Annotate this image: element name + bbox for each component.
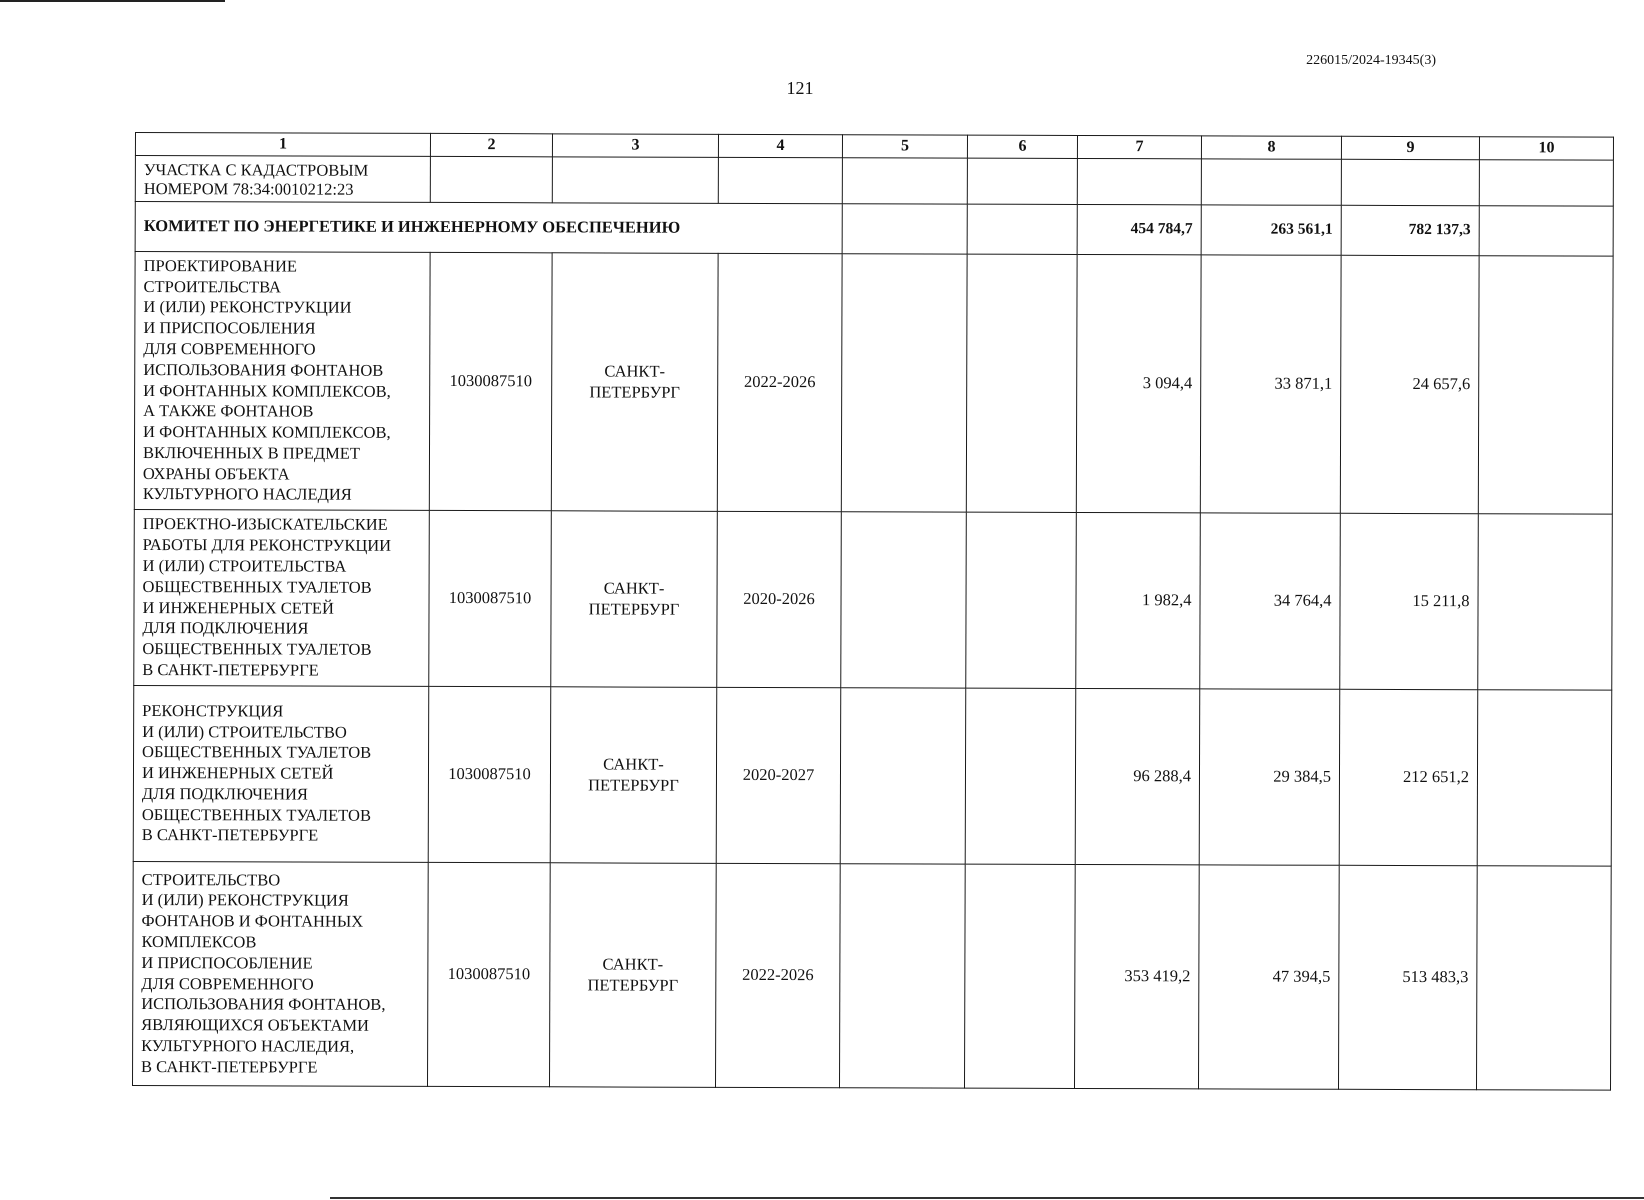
column-header-4: 4 <box>718 134 842 157</box>
empty-cell <box>1476 866 1611 1090</box>
empty-cell <box>842 158 967 204</box>
document-number: 226015/2024-19345(3) <box>1306 53 1436 68</box>
value-col7: 353 419,2 <box>1074 864 1199 1088</box>
empty-cell <box>841 512 967 688</box>
object-name <box>133 685 429 862</box>
empty-cell <box>840 864 966 1088</box>
value-col7: 1 982,4 <box>1076 512 1201 688</box>
empty-cell <box>1479 206 1613 256</box>
scan-edge-top <box>0 0 225 2</box>
empty-cell <box>1077 158 1201 204</box>
name-line: ДЛЯ СОВРЕМЕННОГО <box>143 338 316 359</box>
column-header-9: 9 <box>1341 136 1479 159</box>
location: САНКТ-ПЕТЕРБУРГ <box>551 253 718 512</box>
empty-cell <box>967 158 1077 204</box>
empty-cell <box>1341 159 1479 205</box>
value-col8: 34 764,4 <box>1200 513 1341 689</box>
name-line: ОБЩЕСТВЕННЫХ ТУАЛЕТОВ <box>142 639 372 659</box>
empty-cell <box>965 688 1076 864</box>
name-line: ЯВЛЯЮЩИХСЯ ОБЪЕКТАМИ <box>141 1015 370 1035</box>
value-col7: 3 094,4 <box>1076 254 1201 512</box>
budget-code: 1030087510 <box>429 510 552 686</box>
section-total-col9: 782 137,3 <box>1341 205 1479 255</box>
name-line: И (ИЛИ) СТРОИТЕЛЬСТВА <box>142 555 347 576</box>
name-line: И ИНЖЕНЕРНЫХ СЕТЕЙ <box>141 763 334 783</box>
empty-cell <box>1477 690 1612 866</box>
budget-code: 1030087510 <box>428 686 551 862</box>
empty-cell <box>967 204 1077 254</box>
location: САНКТ-ПЕТЕРБУРГ <box>550 863 717 1088</box>
name-line: И ИНЖЕНЕРНЫХ СЕТЕЙ <box>142 597 334 618</box>
empty-cell <box>840 688 966 864</box>
section-row <box>135 202 1613 257</box>
name-line: КУЛЬТУРНОГО НАСЛЕДИЯ <box>142 484 352 505</box>
table-row <box>134 252 1613 515</box>
empty-cell <box>1478 256 1613 514</box>
name-line: СТРОИТЕЛЬСТВО <box>141 869 281 889</box>
value-col9: 513 483,3 <box>1338 865 1477 1089</box>
budget-code: 1030087510 <box>428 862 551 1086</box>
column-header-6: 6 <box>967 135 1077 158</box>
value-col9: 15 211,8 <box>1340 513 1479 689</box>
empty-cell <box>842 204 967 254</box>
location: САНКТ-ПЕТЕРБУРГ <box>550 687 717 864</box>
period: 2022-2026 <box>717 253 842 511</box>
column-header-2: 2 <box>430 133 552 156</box>
location: САНКТ-ПЕТЕРБУРГ <box>551 511 718 688</box>
name-line: А ТАКЖЕ ФОНТАНОВ <box>143 401 314 421</box>
name-line: ОБЩЕСТВЕННЫХ ТУАЛЕТОВ <box>142 576 372 597</box>
name-line: И ПРИСПОСОБЛЕНИЯ <box>143 318 316 338</box>
name-line: И ПРИСПОСОБЛЕНИЕ <box>141 952 313 973</box>
name-line: КОМПЛЕКСОВ <box>141 931 257 952</box>
empty-cell <box>841 254 967 512</box>
empty-cell <box>718 157 842 203</box>
column-header-1: 1 <box>135 133 430 157</box>
name-line: ДЛЯ ПОДКЛЮЧЕНИЯ <box>141 783 308 804</box>
column-header-5: 5 <box>842 135 967 158</box>
name-line: ВКЛЮЧЕННЫХ В ПРЕДМЕТ <box>142 442 361 463</box>
value-col9: 24 657,6 <box>1340 255 1479 513</box>
name-line: И ФОНТАННЫХ КОМПЛЕКСОВ, <box>143 422 391 442</box>
scan-edge-bottom <box>330 1197 1644 1199</box>
column-header-7: 7 <box>1077 135 1201 158</box>
value-col8: 29 384,5 <box>1199 689 1340 865</box>
column-header-8: 8 <box>1201 136 1341 159</box>
continuation-row <box>135 156 1613 207</box>
name-line: ОХРАНЫ ОБЪЕКТА <box>142 463 290 484</box>
name-line: И (ИЛИ) РЕКОНСТРУКЦИЯ <box>141 890 349 910</box>
page-number: 121 <box>786 78 814 98</box>
name-line: РЕКОНСТРУКЦИЯ <box>142 700 284 721</box>
empty-cell <box>1478 514 1613 690</box>
value-col7: 96 288,4 <box>1075 688 1200 864</box>
name-line: РАБОТЫ ДЛЯ РЕКОНСТРУКЦИИ <box>142 535 392 555</box>
name-line: ДЛЯ ПОДКЛЮЧЕНИЯ <box>142 618 309 638</box>
empty-cell <box>1479 160 1613 206</box>
name-line: ФОНТАНОВ И ФОНТАННЫХ <box>141 911 364 931</box>
empty-cell <box>966 512 1077 688</box>
table-row <box>133 685 1612 866</box>
investment-table <box>132 132 1614 1091</box>
value-col8: 47 394,5 <box>1198 865 1339 1089</box>
name-line: В САНКТ-ПЕТЕРБУРГЕ <box>141 825 319 846</box>
name-line: ПРОЕКТНО-ИЗЫСКАТЕЛЬСКИЕ <box>142 514 388 535</box>
continuation-name <box>135 156 430 203</box>
section-total-col8: 263 561,1 <box>1201 205 1341 255</box>
table-row <box>134 509 1613 690</box>
name-line: ИСПОЛЬЗОВАНИЯ ФОНТАНОВ <box>143 359 384 380</box>
value-col9: 212 651,2 <box>1339 689 1478 865</box>
name-line: В САНКТ-ПЕТЕРБУРГЕ <box>142 659 319 680</box>
name-line: И ФОНТАННЫХ КОМПЛЕКСОВ, <box>143 380 391 401</box>
empty-cell <box>965 864 1076 1088</box>
name-line: ОБЩЕСТВЕННЫХ ТУАЛЕТОВ <box>142 742 372 763</box>
name-line: И (ИЛИ) СТРОИТЕЛЬСТВО <box>142 721 347 742</box>
name-line: КУЛЬТУРНОГО НАСЛЕДИЯ, <box>141 1035 355 1056</box>
empty-cell <box>966 254 1077 512</box>
object-name <box>133 861 429 1086</box>
name-line: В САНКТ-ПЕТЕРБУРГЕ <box>141 1056 318 1077</box>
period: 2020-2027 <box>716 687 841 863</box>
column-header-3: 3 <box>552 134 718 158</box>
name-line: И (ИЛИ) РЕКОНСТРУКЦИИ <box>143 297 352 317</box>
name-line: НОМЕРОМ 78:34:0010212:23 <box>143 178 354 199</box>
period: 2022-2026 <box>716 863 841 1087</box>
object-name <box>134 252 430 511</box>
budget-code: 1030087510 <box>429 252 552 510</box>
table-row <box>133 861 1612 1090</box>
section-title: КОМИТЕТ ПО ЭНЕРГЕТИКЕ И ИНЖЕНЕРНОМУ ОБЕСПЕЧЕНИЮ <box>135 202 842 254</box>
section-total-col7: 454 784,7 <box>1077 204 1201 254</box>
value-col8: 33 871,1 <box>1200 255 1341 513</box>
name-line: СТРОИТЕЛЬСТВА <box>143 276 282 296</box>
object-name <box>134 509 430 686</box>
name-line: УЧАСТКА С КАДАСТРОВЫМ <box>143 159 369 180</box>
name-line: ИСПОЛЬЗОВАНИЯ ФОНТАНОВ, <box>141 994 386 1015</box>
period: 2020-2026 <box>717 511 842 687</box>
name-line: ПРОЕКТИРОВАНИЕ <box>143 255 297 276</box>
column-header-10: 10 <box>1479 137 1613 160</box>
empty-cell <box>1201 159 1341 205</box>
name-line: ДЛЯ СОВРЕМЕННОГО <box>141 973 314 994</box>
empty-cell <box>552 157 718 204</box>
empty-cell <box>430 156 552 202</box>
name-line: ОБЩЕСТВЕННЫХ ТУАЛЕТОВ <box>141 804 372 825</box>
